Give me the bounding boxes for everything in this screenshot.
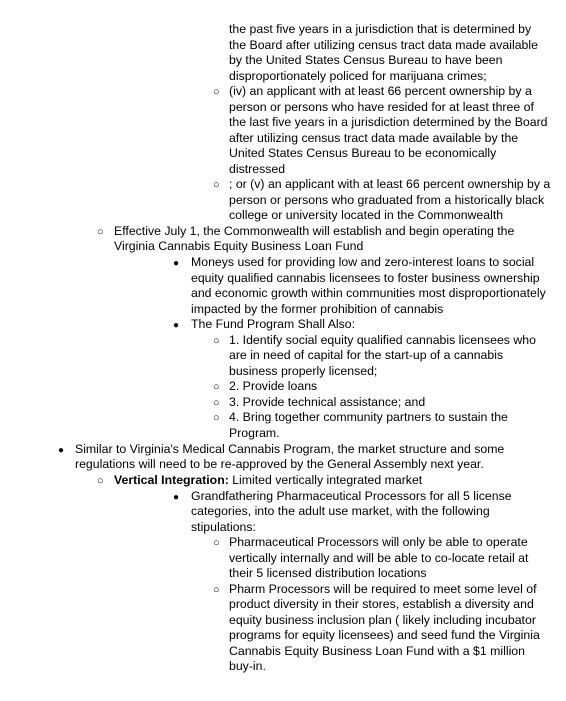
filled-bullet-icon: ● [58,445,65,456]
text-line: Effective July 1, the Commonwealth will establish and begin operating the [114,224,515,238]
text-line: Virginia Cannabis Equity Business Loan Fund [114,239,364,253]
hollow-bullet-icon: ○ [213,381,220,393]
text-line: vertically internally and will be able to co-locate retail at [229,551,529,565]
hollow-bullet-icon: ○ [213,335,220,347]
hollow-bullet-icon: ○ [213,86,220,98]
text-line: business properly licensed; [229,364,378,378]
text-line: 4. Bring together community partners to sustain the [229,410,508,424]
vertical-integration-label: Vertical Integration: [114,473,229,487]
text-line: The Fund Program Shall Also: [191,317,356,331]
text-line: the Board after utilizing census tract data made available [229,38,538,52]
hollow-bullet-icon: ○ [213,537,220,549]
hollow-bullet-icon: ○ [213,397,220,409]
text-line: by the United States Census Bureau to have been [229,53,503,67]
text-line: Program. [229,426,280,440]
text-line: disproportionately policed for marijuana crimes; [229,69,487,83]
text-line: United States Census Bureau to be economically [229,146,497,160]
text-line: categories, into the adult use market, with the following [191,504,490,518]
hollow-bullet-icon: ○ [97,226,104,238]
hollow-bullet-icon: ○ [213,584,220,596]
text-line: 1. Identify social equity qualified cannabis licensees who [229,333,536,347]
text-line: person or persons who have resided for at least three of [229,100,534,114]
text-line: stipulations: [191,520,256,534]
text-line: equity qualified cannabis licensees to foster business ownership [191,271,540,285]
text-line: regulations will need to be re-approved by the General Assembly next year. [75,457,484,471]
text-line: Cannabis Equity Business Loan Fund with a $1 million [229,644,525,658]
text-line: Grandfathering Pharmaceutical Processors for all 5 license [191,489,512,503]
text-line: Moneys used for providing low and zero-interest loans to social [191,255,535,269]
text-line: Pharmaceutical Processors will only be able to operate [229,535,528,549]
text-line: their 5 licensed distribution locations [229,566,427,580]
vertical-integration-line [114,473,422,489]
text-line: distressed [229,162,286,176]
text-line: college or university located in the Commonwealth [229,208,504,222]
filled-bullet-icon: ● [173,320,180,331]
text-line: Similar to Virginia's Medical Cannabis Program, the market structure and some [75,442,505,456]
text-line: buy-in. [229,659,266,673]
text-line: the past five years in a jurisdiction that is determined by [229,22,532,36]
text-line: the last five years in a jurisdiction determined by the Board [229,115,548,129]
hollow-bullet-icon: ○ [97,475,104,487]
text-line: 2. Provide loans [229,379,318,393]
hollow-bullet-icon: ○ [213,179,220,191]
text-line: 3. Provide technical assistance; and [229,395,426,409]
filled-bullet-icon: ● [173,258,180,269]
text-line: Pharm Processors will be required to meet some level of [229,582,537,596]
vertical-integration-text: Limited vertically integrated market [228,473,423,487]
text-line: and economic growth within communities most disproportionately [191,286,546,300]
text-line: equity business inclusion plan ( likely including incubator [229,613,536,627]
text-line: impacted by the former prohibition of cannabis [191,302,444,316]
text-line: ; or (v) an applicant with at least 66 percent ownership by a [229,177,551,191]
text-line: after utilizing census tract data made available by the [229,131,519,145]
text-line: programs for equity licensees) and seed fund the Virginia [229,628,540,642]
text-line: are in need of capital for the start-up of a cannabis [229,348,504,362]
hollow-bullet-icon: ○ [213,412,220,424]
text-line: person or persons who graduated from a historically black [229,193,545,207]
text-line: (iv) an applicant with at least 66 percent ownership by a [229,84,532,98]
text-line: product diversity in their stores, establish a diversity and [229,597,534,611]
filled-bullet-icon: ● [173,492,180,503]
